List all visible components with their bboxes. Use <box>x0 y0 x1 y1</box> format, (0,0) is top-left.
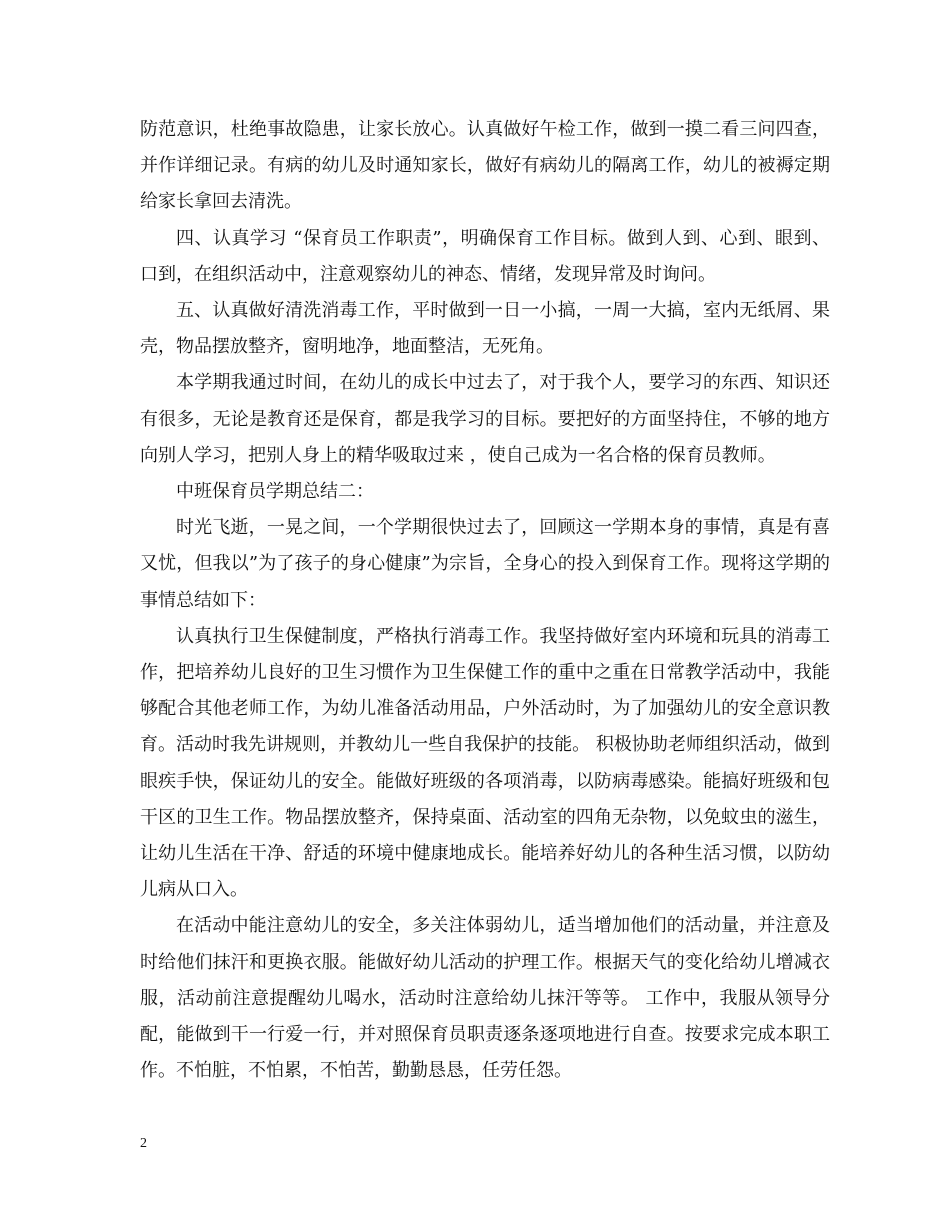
paragraph-item-five: 五、认真做好清洗消毒工作，平时做到一日一小搞，一周一大搞，室内无纸屑、果壳，物品摆放整齐，窗明地净，地面整洁，无死角。 <box>140 300 830 358</box>
paragraph-hygiene: 认真执行卫生保健制度，严格执行消毒工作。我坚持做好室内环境和玩具的消毒工作，把培养幼儿良好的卫生习惯作为卫生保健工作的重中之重在日常教学活动中，我能够配合其他老师工作，为幼儿准备活动用品，户外活动时，为了加强幼儿的安全意识教育。活动时我先讲规则，并教幼儿一些自我保护的技能。 积极协助老师组织活动，做到眼疾手快，保证幼儿的安全。能做好班级的各项消毒，以防病毒感染。能搞好班级和包干区的卫生工作。物品摆放整齐，保持桌面、活动室的四角无杂物，以免蚊虫的滋生，让幼儿生活在干净、舒适的环境中健康地成长。能培养好幼儿的各种生活习惯，以防幼儿病从口入。 <box>140 625 830 901</box>
paragraph-continuation: 防范意识，杜绝事故隐患，让家长放心。认真做好午检工作，做到一摸二看三问四查，并作详细记录。有病的幼儿及时通知家长，做好有病幼儿的隔离工作，幼儿的被褥定期给家长拿回去清洗。 <box>140 119 830 213</box>
document-body <box>140 112 830 1089</box>
section-heading: 中班保育员学期总结二： <box>176 481 374 503</box>
paragraph-intro: 时光飞逝，一晃之间，一个学期很快过去了，回顾这一学期本身的事情，真是有喜又忧，但我以”为了孩子的身心健康”为宗旨，全身心的投入到保育工作。现将这学期的事情总结如下： <box>140 517 830 611</box>
paragraph-item-four: 四、认真学习 “保育员工作职责”，明确保育工作目标。做到人到、心到、眼到、口到，在组织活动中，注意观察幼儿的神态、情绪，发现异常及时询问。 <box>140 227 830 285</box>
paragraph-safety: 在活动中能注意幼儿的安全，多关注体弱幼儿，适当增加他们的活动量，并注意及时给他们抹汗和更换衣服。能做好幼儿活动的护理工作。根据天气的变化给幼儿增减衣服，活动前注意提醒幼儿喝水，活动时注意给幼儿抹汗等等。 工作中，我服从领导分配，能做到干一行爱一行，并对照保育员职责逐条逐项地进行自查。按要求完成本职工作。不怕脏，不怕累，不怕苦，勤勤恳恳，任劳任怨。 <box>140 915 830 1082</box>
paragraph-reflection: 本学期我通过时间，在幼儿的成长中过去了，对于我个人，要学习的东西、知识还有很多，无论是教育还是保育，都是我学习的目标。要把好的方面坚持住，不够的地方向别人学习，把别人身上的精华吸取过来 ，使自己成为一名合格的保育员教师。 <box>140 372 830 466</box>
page-number: 2 <box>140 1136 147 1151</box>
